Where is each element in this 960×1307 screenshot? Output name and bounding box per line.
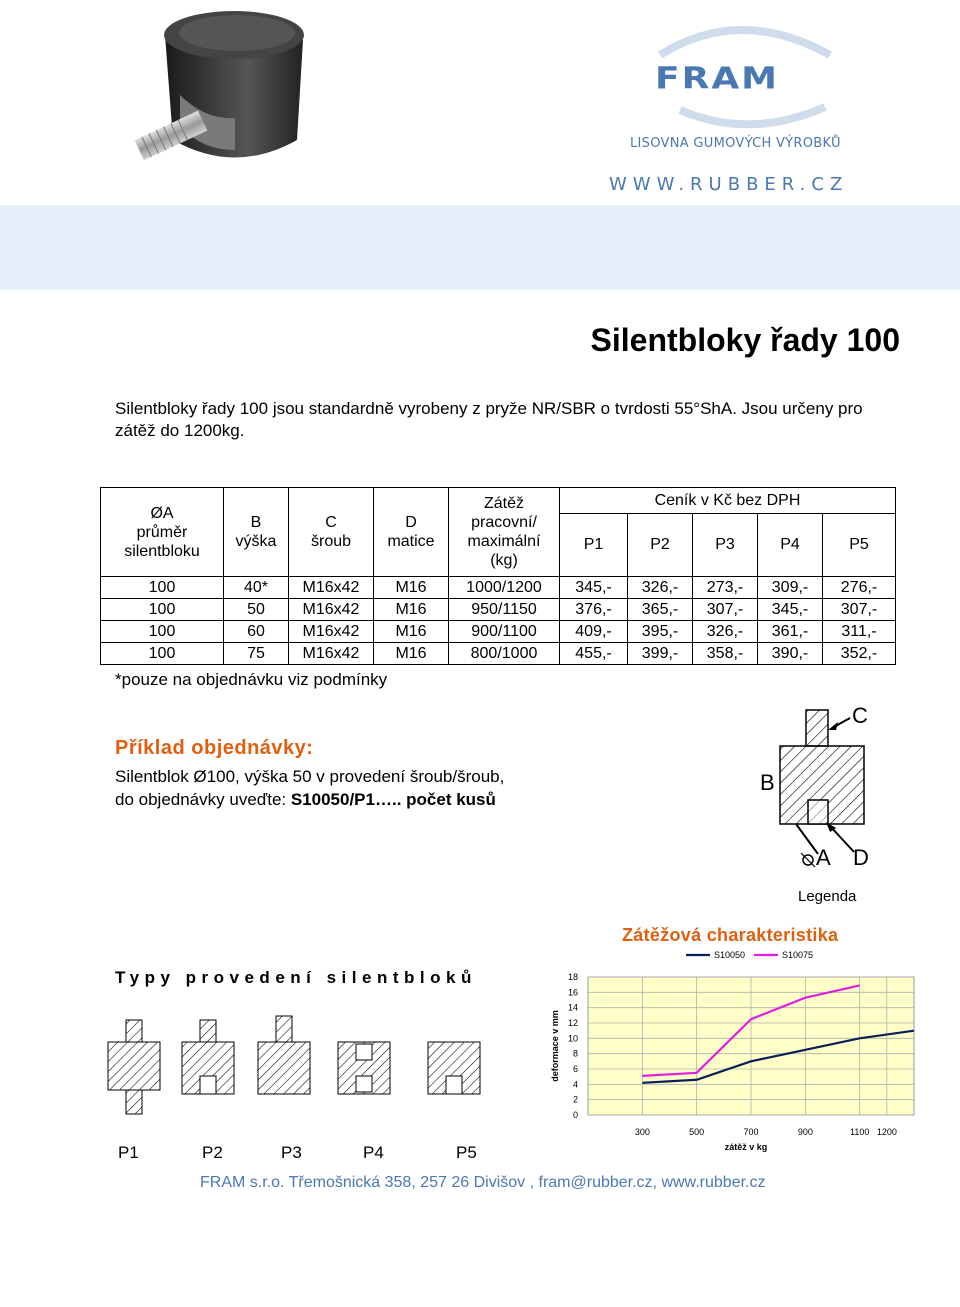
cell: 307,- [823, 599, 896, 621]
cell: 273,- [693, 577, 758, 599]
example-line-2 [115, 790, 496, 810]
example-prefix: do objednávky uveďte: [115, 790, 291, 809]
cell: M16 [374, 621, 449, 643]
y-tick-label: 6 [572, 1064, 578, 1074]
header-height: B výška [224, 488, 289, 577]
cell: 326,- [693, 621, 758, 643]
cell: 950/1150 [449, 599, 560, 621]
website-link[interactable]: WWW.RUBBER.CZ [609, 174, 849, 195]
cell: 409,- [560, 621, 628, 643]
type-label-p5: P5 [456, 1143, 477, 1162]
type-p3-drawing [258, 1016, 310, 1094]
x-tick-label: 1100 [849, 1127, 870, 1137]
header-p4: P4 [758, 513, 823, 576]
type-label-p4: P4 [363, 1143, 384, 1162]
y-tick-label: 10 [567, 1033, 578, 1044]
cell: 311,- [823, 621, 896, 643]
x-tick-label: 900 [797, 1127, 813, 1137]
x-tick-label: 300 [634, 1127, 650, 1137]
page-title: Silentbloky řady 100 [590, 322, 900, 358]
cell: 100 [101, 621, 224, 643]
y-tick-label: 0 [572, 1110, 578, 1120]
cell: M16 [374, 599, 449, 621]
legend-label-b: B [760, 770, 775, 795]
cell: 100 [101, 643, 224, 665]
cell: 800/1000 [449, 643, 560, 665]
cell: 100 [101, 599, 224, 621]
table-row [101, 621, 896, 643]
cell: 40* [224, 577, 289, 599]
header-screw: C šroub [289, 488, 374, 577]
cell: 345,- [560, 577, 628, 599]
y-tick-label: 8 [572, 1048, 578, 1059]
header-p3: P3 [693, 513, 758, 576]
logo-subtitle: LISOVNA GUMOVÝCH VÝROBKŮ [630, 136, 841, 151]
header-p5: P5 [823, 513, 896, 576]
cell: M16 [374, 643, 449, 665]
cell: 390,- [758, 643, 823, 665]
y-tick-label: 18 [567, 972, 578, 982]
y-tick-label: 4 [572, 1079, 578, 1090]
cell: 395,- [628, 621, 693, 643]
y-tick-label: 14 [567, 1002, 578, 1013]
cell: 900/1100 [449, 621, 560, 643]
table-row [101, 599, 896, 621]
cell: 307,- [693, 599, 758, 621]
chart-title: Zátěžová charakteristika [622, 925, 839, 945]
cell: 276,- [823, 577, 896, 599]
y-tick-label: 2 [572, 1094, 578, 1105]
cell: 352,- [823, 643, 896, 665]
cell: 309,- [758, 577, 823, 599]
type-p5-drawing [428, 1042, 480, 1094]
cell: 50 [224, 599, 289, 621]
types-diagram [100, 1010, 520, 1130]
cell: 376,- [560, 599, 628, 621]
cell: 358,- [693, 643, 758, 665]
price-table [100, 487, 896, 665]
cell: M16x42 [289, 599, 374, 621]
example-line-1: Silentblok Ø100, výška 50 v provedení šroub/šroub, [115, 767, 505, 786]
legend-label-a: A [816, 845, 831, 870]
footer-contact: FRAM s.r.o. Třemošnická 358, 257 26 Divišov , fram@rubber.cz, www.rubber.cz [200, 1174, 766, 1191]
header-price-group: Ceník v Kč bez DPH [560, 488, 896, 514]
cell: 365,- [628, 599, 693, 621]
types-title: Typy provedení silentbloků [115, 968, 477, 987]
legend-caption: Legenda [798, 888, 857, 905]
cell: M16x42 [289, 643, 374, 665]
cell: M16 [374, 577, 449, 599]
product-photo [125, 0, 325, 175]
type-label-p1: P1 [118, 1143, 139, 1162]
type-p1-drawing [108, 1020, 160, 1114]
header-nut: D matice [374, 488, 449, 577]
legend-entry: S10050 [714, 950, 746, 960]
header-diameter: ØA průměr silentbloku [101, 488, 224, 577]
type-label-p3: P3 [281, 1143, 302, 1162]
load-chart [548, 945, 928, 1160]
example-title: Příklad objednávky: [115, 737, 314, 759]
cell: 455,- [560, 643, 628, 665]
y-axis-label: deformace v mm [550, 1010, 560, 1082]
cell: 1000/1200 [449, 577, 560, 599]
cell: 60 [224, 621, 289, 643]
example-code: S10050/P1….. počet kusů [290, 790, 496, 809]
type-p2-drawing [182, 1020, 234, 1094]
y-tick-label: 12 [567, 1018, 578, 1028]
header-p2: P2 [628, 513, 693, 576]
logo-text: FRAM [655, 61, 779, 96]
header-p1: P1 [560, 513, 628, 576]
x-tick-label: 1200 [876, 1127, 897, 1137]
x-tick-label: 500 [689, 1127, 705, 1137]
cell: 399,- [628, 643, 693, 665]
table-row [101, 643, 896, 665]
cell: M16x42 [289, 621, 374, 643]
type-label-p2: P2 [202, 1143, 223, 1162]
cell: 326,- [628, 577, 693, 599]
cell: 361,- [758, 621, 823, 643]
cell: M16x42 [289, 577, 374, 599]
type-p4-drawing [338, 1042, 390, 1094]
table-footnote: *pouze na objednávku viz podmínky [115, 670, 388, 689]
cell: 345,- [758, 599, 823, 621]
x-axis-label: zátěž v kg [724, 1142, 768, 1152]
cell: 100 [101, 577, 224, 599]
legend-label-c: C [852, 703, 868, 728]
intro-text: Silentbloky řady 100 jsou standardně vyrobeny z pryže NR/SBR o tvrdosti 55°ShA. Jsou určeny pro zátěž do 1200kg. [115, 399, 863, 440]
cell: 75 [224, 643, 289, 665]
y-tick-label: 16 [567, 987, 578, 998]
x-tick-label: 700 [743, 1127, 759, 1137]
header-band [0, 205, 960, 290]
legend-label-d: D [853, 845, 869, 870]
header-load: Zátěž pracovní/ maximální (kg) [449, 488, 560, 577]
table-row [101, 577, 896, 599]
legend-entry: S10075 [782, 950, 814, 960]
